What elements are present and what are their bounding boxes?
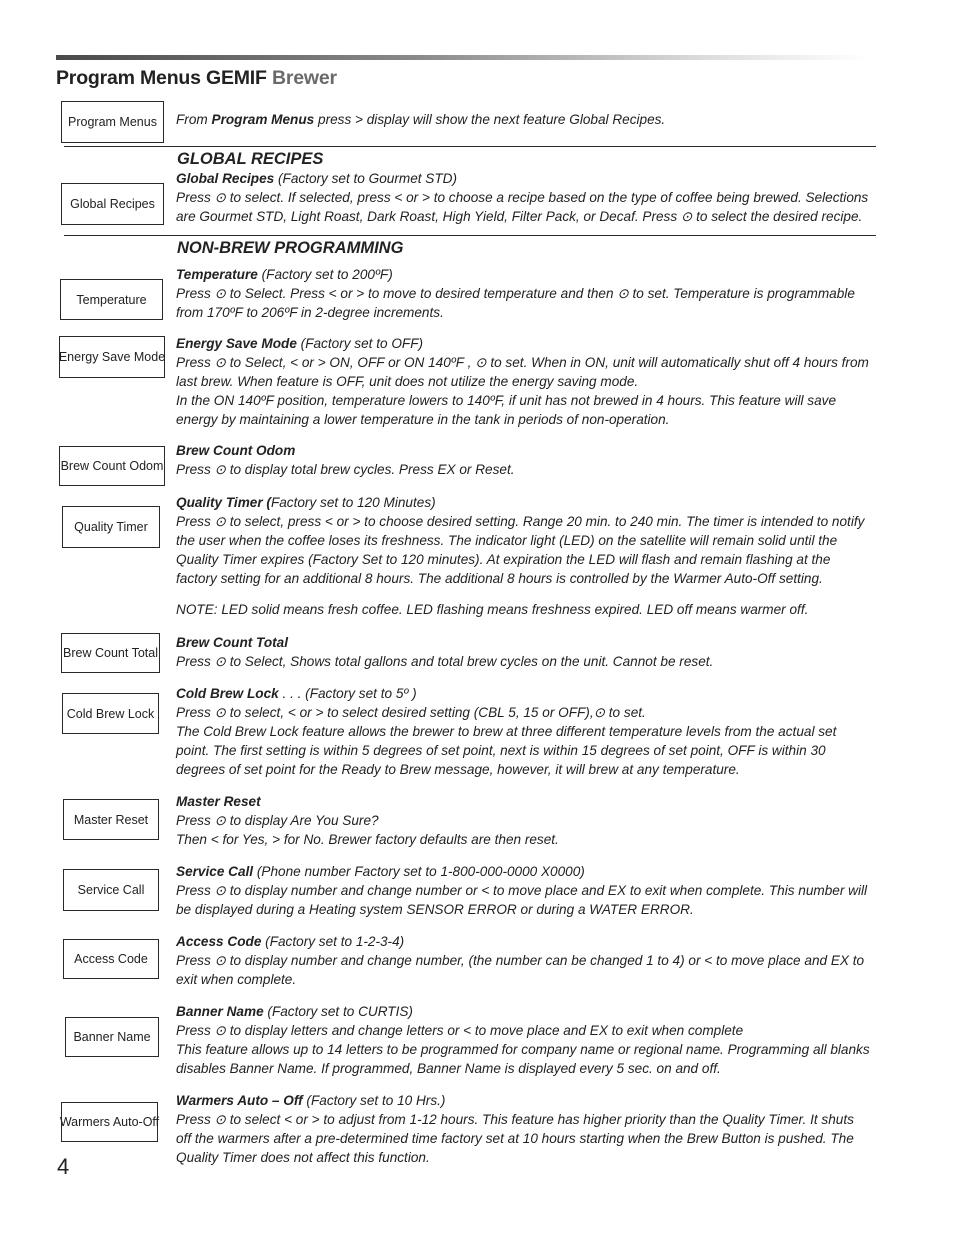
header-rule xyxy=(56,55,866,60)
warmers-auto-off-text: Warmers Auto – Off (Factory set to 10 Hrs.) Press ⊙ to select < or > to adjust from 1-12 hours. This feature has higher priority than the Quality Timer. It shuts off the warmers after a pre-determined time factory set at 10 hours starting when the Brew Button is pushed. The Quality Timer does not affect this function. xyxy=(176,1093,854,1165)
non-brew-programming-heading: NON-BREW PROGRAMMING xyxy=(177,239,404,257)
service-call-text: Service Call (Phone number Factory set to 1-800-000-0000 X0000) Press ⊙ to display number and change number or < to move place and EX to exit when complete. This number will be displayed during a Heating system SENSOR ERROR or during a WATER ERROR. xyxy=(176,864,868,917)
menu-box-global-recipes: Global Recipes xyxy=(61,183,164,225)
page-title: Program Menus GEMIF Brewer xyxy=(56,67,337,89)
menu-box-program-menus: Program Menus xyxy=(61,101,164,143)
menu-box-service-call: Service Call xyxy=(63,869,159,911)
quality-timer-note: NOTE: LED solid means fresh coffee. LED flashing means freshness expired. LED off means warmer off. xyxy=(176,602,809,617)
master-reset-text: Master Reset Press ⊙ to display Are You Sure? Then < for Yes, > for No. Brewer factory defaults are then reset. xyxy=(176,794,559,847)
quality-timer-text: Quality Timer (Factory set to 120 Minutes) Press ⊙ to select, press < or > to choose desired setting. Range 20 min. to 240 min. The timer is intended to notify the user when the coffee loses its freshness. The indicator light (LED) on the satellite will remain solid until the Quality Timer expires (Factory Set to 120 minutes). At expiration the LED will flash and remain flashing at the factory setting for an additional 8 hours. The additional 8 hours is controlled by the Warmer Auto-Off setting. xyxy=(176,495,865,586)
access-code-text: Access Code (Factory set to 1-2-3-4) Press ⊙ to display number and change number, (the number can be changed 1 to 4) or < to move place and EX to exit when complete. xyxy=(176,934,865,987)
menu-box-access-code: Access Code xyxy=(63,939,159,979)
divider-global xyxy=(64,146,876,147)
divider-nonbrew xyxy=(64,235,876,236)
brew-count-total-text: Brew Count Total Press ⊙ to Select, Shows total gallons and total brew cycles on the unit. Cannot be reset. xyxy=(176,635,714,669)
menu-box-banner-name: Banner Name xyxy=(65,1017,159,1057)
brew-count-odom-text: Brew Count Odom Press ⊙ to display total brew cycles. Press EX or Reset. xyxy=(176,443,515,477)
program-menus-text: From Program Menus press > display will show the next feature Global Recipes. xyxy=(176,112,666,127)
banner-name-text: Banner Name (Factory set to CURTIS) Press ⊙ to display letters and change letters or < to move place and EX to exit when complete This feature allows up to 14 letters to be programmed for company name or regional name. Programming all blanks disables Banner Name. If programmed, Banner Name is displayed every 5 sec. on and off. xyxy=(176,1004,870,1076)
temperature-text: Temperature (Factory set to 200ºF) Press ⊙ to Select. Press < or > to move to desired temperature and then ⊙ to set. Temperature is programmable from 170ºF to 206ºF in 2-degree increments. xyxy=(176,267,855,320)
menu-box-brew-count-total: Brew Count Total xyxy=(61,633,160,673)
menu-box-warmers-auto-off: Warmers Auto-Off xyxy=(61,1102,158,1142)
global-recipes-text: Global Recipes (Factory set to Gourmet STD) Press ⊙ to select. If selected, press < or > to choose a recipe based on the type of coffee being brewed. Selections are Gourmet STD, Light Roast, Dark Roast, High Yield, Filter Pack, or Decaf. Press ⊙ to select the desired recipe. xyxy=(176,171,869,224)
menu-box-energy-save-mode: Energy Save Mode xyxy=(59,336,165,378)
energy-save-text: Energy Save Mode (Factory set to OFF) Press ⊙ to Select, < or > ON, OFF or ON 140ºF , ⊙ to set. When in ON, unit will automatically shut off 4 hours from last brew. When feature is OFF, unit does not utilize the energy saving mode. In the ON 140ºF position, temperature lowers to 140ºF, if unit has not brewed in 4 hours. This feature will save energy by maintaining a lower temperature in the tank in periods of non-operation. xyxy=(176,336,869,427)
cold-brew-lock-text: Cold Brew Lock . . . (Factory set to 5º ) Press ⊙ to select, < or > to select desired setting (CBL 5, 15 or OFF),⊙ to set. The Cold Brew Lock feature allows the brewer to brew at three different temperature levels from the actual set point. The first setting is within 5 degrees of set point, next is within 15 degrees of set point, OFF is within 30 degrees of set point for the Ready to Brew message, however, it will brew at any temperature. xyxy=(176,686,837,777)
menu-box-brew-count-odom: Brew Count Odom xyxy=(59,446,165,486)
global-recipes-heading: GLOBAL RECIPES xyxy=(177,150,324,168)
page-number: 4 xyxy=(57,1154,70,1179)
menu-box-quality-timer: Quality Timer xyxy=(62,506,160,548)
menu-box-master-reset: Master Reset xyxy=(63,799,159,840)
menu-box-temperature: Temperature xyxy=(60,279,163,320)
menu-box-cold-brew-lock: Cold Brew Lock xyxy=(62,693,159,734)
